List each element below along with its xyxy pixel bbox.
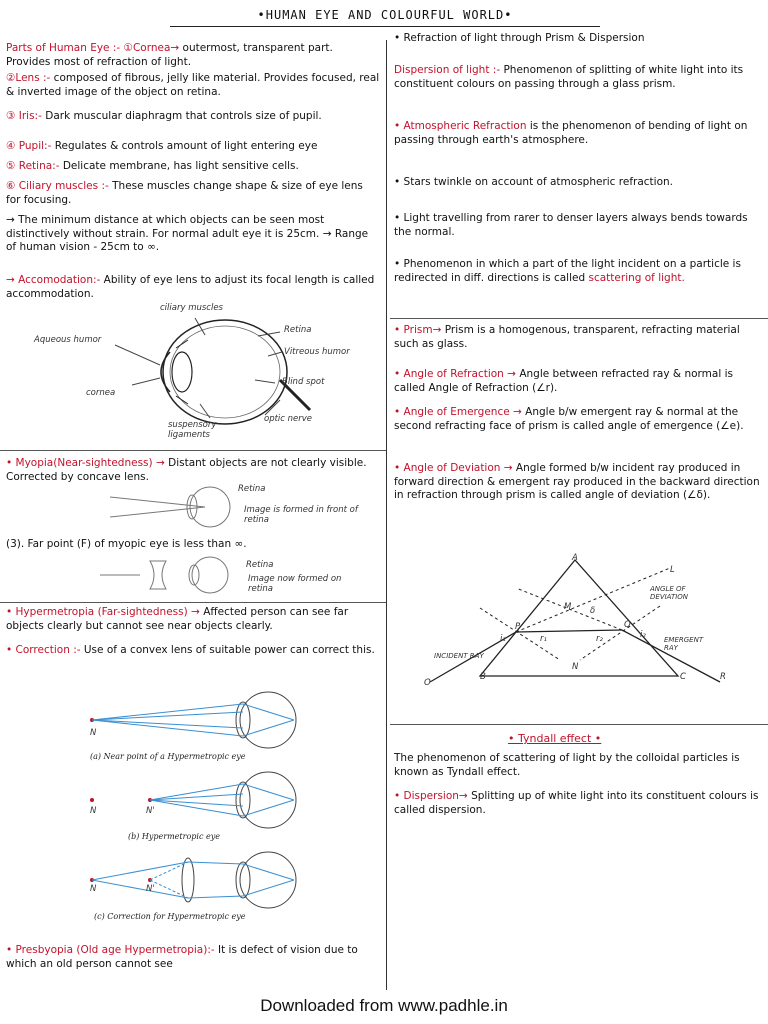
dispersion-text: Phenomenon of splitting of white light into its constituent colours on passing through a glass prism. <box>394 64 744 90</box>
vitreous-fig-label: Vitreous humor <box>284 347 350 357</box>
prism-point-m: M <box>564 602 572 612</box>
retina-fig-label: Retina <box>284 325 312 335</box>
retina-block <box>6 160 386 174</box>
hyper-text: Affected person can see far objects clearly but cannot see near objects clearly. <box>6 606 349 632</box>
scatter-highlight: scattering of light. <box>588 271 685 284</box>
accommodation-text: Ability of eye lens to adjust its focal length is called accommodation. <box>6 274 375 300</box>
near-point-block <box>6 214 380 255</box>
fig-c-n2-label: N' <box>146 884 155 894</box>
ciliary-fig-label: ciliary muscles <box>160 303 223 313</box>
emerg-label: • Angle of Emergence → <box>394 406 522 418</box>
myopia-fig-note: Image is formed in front of retina <box>244 505 358 525</box>
cornea-text: outermost, transparent part. Provides most of refraction of light. <box>6 42 333 68</box>
fig-c-caption: (c) Correction for Hypermetropic eye <box>94 912 246 921</box>
dispersion-block <box>394 64 764 91</box>
refr-angle-label: • Angle of Refraction → <box>394 368 516 380</box>
emergence-angle-block <box>394 406 764 433</box>
pupil-block <box>6 140 386 154</box>
tyndall-text: The phenomenon of scattering of light by the colloidal particles is known as Tyndall effect. <box>394 752 740 778</box>
fig-c-n-label: N <box>90 884 97 894</box>
emergent-ray-label: EMERGENT RAY <box>664 636 704 652</box>
pupil-text: Regulates & controls amount of light entering eye <box>54 140 318 152</box>
prism-point-q: Q <box>624 620 631 630</box>
right-divider-2 <box>390 724 768 725</box>
prism-vertex-c: C <box>680 672 686 682</box>
prism-refraction-figure <box>420 548 750 698</box>
cornea-label: ①Cornea→ <box>123 42 180 54</box>
fig-a-n-label: N <box>90 728 97 738</box>
left-divider-1 <box>0 450 386 451</box>
incident-ray-label: INCIDENT RAY <box>434 652 484 660</box>
myopia-text: Distant objects are not clearly visible. Corrected by concave lens. <box>6 457 367 483</box>
lens-block <box>6 72 380 99</box>
optic-nerve-fig-label: optic nerve <box>264 414 313 424</box>
near-point-hypermetropic-figure <box>88 690 308 750</box>
hyper-label: • Hypermetropia (Far-sightedness) → <box>6 606 200 618</box>
correction-label: • Correction :- <box>6 644 81 656</box>
rarer-text: • Light travelling from rarer to denser layers always bends towards the normal. <box>394 212 748 238</box>
far-point-text: (3). Far point (F) of myopic eye is less than ∞. <box>6 538 247 550</box>
angle-r1: r₁ <box>540 634 547 644</box>
emerg-text: Angle b/w emergent ray & normal at the second refracting face of prism is called angle of emergence (∠e). <box>394 406 744 432</box>
left-divider-2 <box>0 602 386 603</box>
ciliary-label: ⑥ Ciliary muscles :- <box>6 180 109 192</box>
myopia-block <box>6 457 380 484</box>
dev-text: Angle formed b/w incident ray produced in forward direction & emergent ray produced in the backward direction in refraction through prism is called angle of deviation (∠δ). <box>394 462 760 501</box>
lens-text: composed of fibrous, jelly like material. Provides focused, real & inverted image of the object on retina. <box>6 72 380 98</box>
disp2-text: Splitting up of white light into its constituent colours is called dispersion. <box>394 790 759 816</box>
title-underline <box>170 26 600 27</box>
pupil-label: ④ Pupil:- <box>6 140 52 152</box>
hypermetropia-correction-figure <box>88 850 308 910</box>
deviation-angle-block <box>394 462 764 503</box>
fig-b-n-label: N <box>90 806 97 816</box>
prism-point-l: L <box>670 565 675 575</box>
right-divider-1 <box>390 318 768 319</box>
aqueous-fig-label: Aqueous humor <box>34 335 102 345</box>
prism-point-r: R <box>720 672 726 682</box>
prism-vertex-a: A <box>572 553 578 563</box>
fig-a-caption: (a) Near point of a Hypermetropic eye <box>90 752 246 761</box>
iris-block <box>6 110 380 124</box>
accommodation-label: → Accomodation:- <box>6 274 101 286</box>
blind-spot-fig-label: Blind spot <box>282 377 325 387</box>
prism-label: • Prism→ <box>394 324 442 336</box>
parts-heading: Parts of Human Eye :- <box>6 42 121 54</box>
presbyopia-text: It is defect of vision due to which an old person cannot see <box>6 944 358 970</box>
angle-i2: i₂ <box>640 630 646 640</box>
scattering-block <box>394 258 764 285</box>
tyndall-block <box>394 752 764 779</box>
angle-i1: i₁ <box>500 634 506 644</box>
prism-vertex-b: B <box>480 672 486 682</box>
accommodation-block <box>6 274 380 301</box>
fig-b-n2-label: N' <box>146 806 155 816</box>
stars-text: • Stars twinkle on account of atmospheric refraction. <box>394 176 674 188</box>
cornea-block <box>6 42 380 69</box>
deviation-angle-fig-label: ANGLE OF DEVIATION <box>650 585 689 601</box>
angle-delta: δ <box>590 606 596 616</box>
myopia-correction-diagram <box>100 555 260 600</box>
cornea-fig-label: cornea <box>86 388 116 398</box>
prism-block <box>394 324 764 351</box>
refr-angle-text: Angle between refracted ray & normal is called Angle of Refraction (∠r). <box>394 368 733 394</box>
ciliary-block <box>6 180 380 207</box>
dispersion2-block <box>394 790 764 817</box>
scatter-text: • Phenomenon in which a part of the light incident on a particle is redirected in diff. directions is called <box>394 258 741 284</box>
angle-r2: r₂ <box>596 634 603 644</box>
myopia-fig2-note: Image now formed on retina <box>248 574 342 594</box>
lens-label: ②Lens :- <box>6 72 51 84</box>
refraction-heading: • Refraction of light through Prism & Dispersion <box>394 32 645 44</box>
dispersion-label: Dispersion of light :- <box>394 64 501 76</box>
near-point-text: → The minimum distance at which objects can be seen most distinctively without strain. For normal adult eye it is 25cm. → Range of human vision - 25cm to ∞. <box>6 214 369 253</box>
correction-block <box>6 644 380 658</box>
page-title: •HUMAN EYE AND COLOURFUL WORLD• <box>257 8 513 22</box>
disp2-label: • Dispersion→ <box>394 790 468 802</box>
myopia-fig2-retina: Retina <box>246 560 274 570</box>
retina-label: ⑤ Retina:- <box>6 160 60 172</box>
prism-point-n: N <box>572 662 579 672</box>
tyndall-title: • Tyndall effect • <box>508 732 602 745</box>
atmos-text: is the phenomenon of bending of light on passing through earth's atmosphere. <box>394 120 748 146</box>
ciliary-text: These muscles change shape & size of eye lens for focusing. <box>6 180 363 206</box>
download-footer: Downloaded from www.padhle.in <box>260 996 508 1015</box>
myopia-fig-retina: Retina <box>238 484 266 494</box>
prism-text: Prism is a homogenous, transparent, refracting material such as glass. <box>394 324 740 350</box>
atmos-label: • Atmospheric Refraction <box>394 120 527 132</box>
myopia-label: • Myopia(Near-sightedness) → <box>6 457 165 469</box>
fig-b-caption: (b) Hypermetropic eye <box>128 832 220 841</box>
iris-text: Dark muscular diaphragm that controls size of pupil. <box>45 110 322 122</box>
prism-point-p: P <box>515 622 521 632</box>
iris-label: ③ Iris:- <box>6 110 42 122</box>
hypermetropic-eye-figure <box>88 770 308 830</box>
presbyopia-block <box>6 944 380 971</box>
dev-label: • Angle of Deviation → <box>394 462 513 474</box>
presbyopia-label: • Presbyopia (Old age Hypermetropia):- <box>6 944 215 956</box>
correction-text: Use of a convex lens of suitable power can correct this. <box>83 644 375 656</box>
stars-block <box>394 176 764 190</box>
far-point-block <box>6 538 380 552</box>
suspensory-fig-label: suspensory ligaments <box>168 420 217 440</box>
prism-point-o: O <box>424 678 431 688</box>
rarer-block <box>394 212 764 239</box>
hypermetropia-block <box>6 606 380 633</box>
refraction-angle-block <box>394 368 764 395</box>
column-divider <box>386 40 387 990</box>
atmospheric-block <box>394 120 764 147</box>
retina-text: Delicate membrane, has light sensitive cells. <box>62 160 299 172</box>
